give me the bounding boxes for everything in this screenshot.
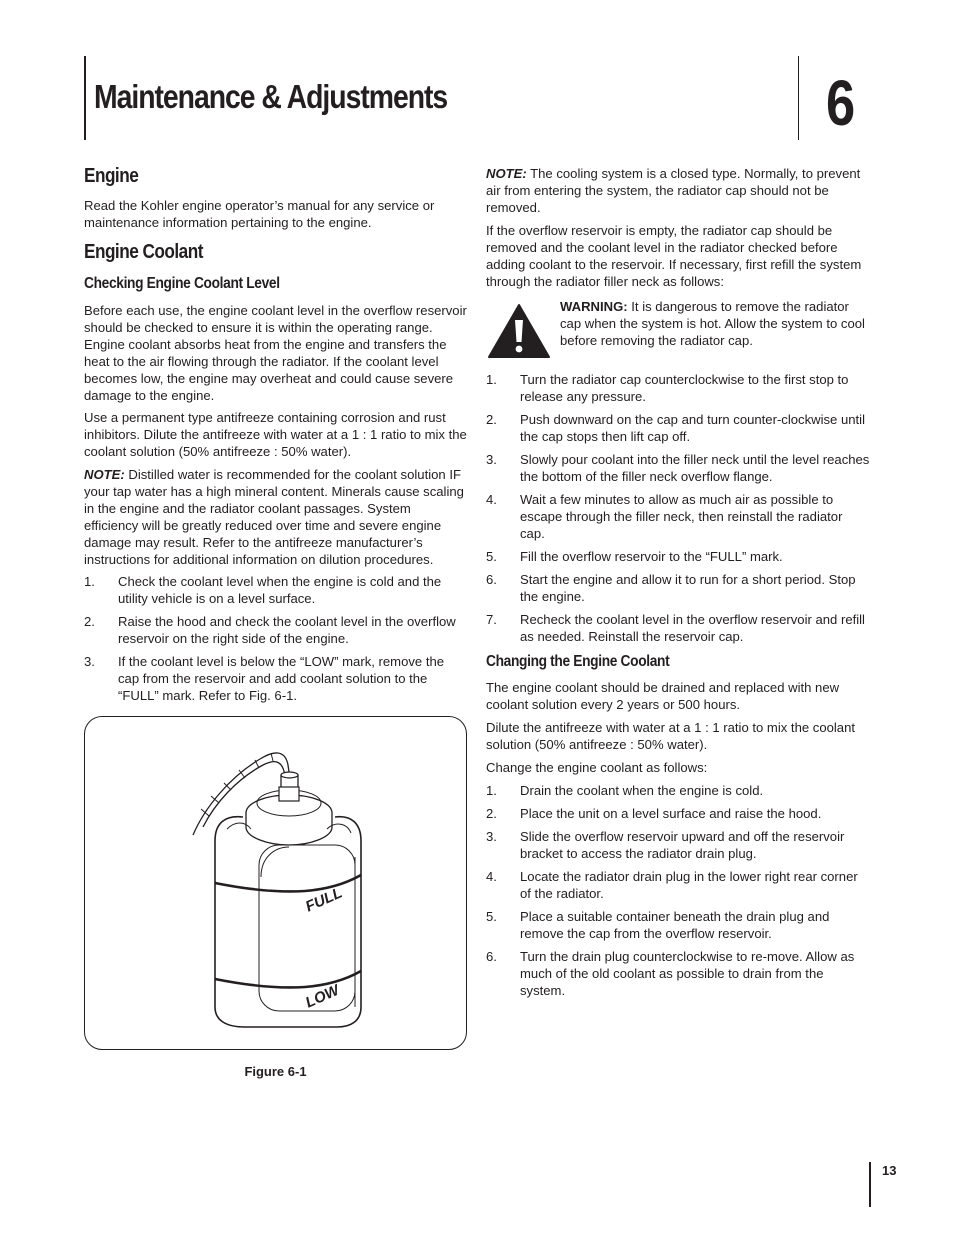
list-number: 4.: [486, 492, 497, 507]
list-number: 7.: [486, 612, 497, 627]
list-item: [486, 491, 870, 542]
warning-text: [560, 298, 866, 349]
footer-rule: [869, 1162, 871, 1207]
list-number: 1.: [486, 783, 497, 798]
warning-label: WARNING:: [560, 299, 628, 314]
list-text: If the coolant level is below the “LOW” mark, remove the cap from the reservoir and add coolant solution to the “FULL” mark. Refer to Fig. 6-1.: [118, 654, 445, 703]
list-text: Slowly pour coolant into the filler neck until the level reaches the bottom of the filler neck overflow flange.: [520, 452, 870, 484]
note-label: NOTE:: [486, 166, 527, 181]
list-item: [486, 782, 870, 799]
list-number: 2.: [84, 614, 95, 629]
change-para-1: The engine coolant should be drained and replaced with new coolant solution every 2 years or 500 hours.: [486, 680, 840, 712]
figure-frame: [84, 716, 467, 1050]
chapter-number: 6: [826, 67, 856, 139]
coolant-reservoir-illustration: [85, 717, 468, 1051]
header-left-rule: [84, 56, 86, 140]
list-text: Check the coolant level when the engine is cold and the utility vehicle is on a level surface.: [118, 574, 442, 606]
list-item: [84, 573, 468, 607]
list-item: [486, 611, 870, 645]
list-item: [486, 571, 870, 605]
list-text: Turn the radiator cap counterclockwise to the first stop to release any pressure.: [520, 372, 849, 404]
engine-text: Read the Kohler engine operator’s manual for any service or maintenance information pertaining to the engine.: [84, 198, 435, 230]
change-para-2: Dilute the antifreeze with water at a 1 : 1 ratio to mix the coolant solution (50% antifreeze : 50% water).: [486, 720, 855, 752]
list-text: Push downward on the cap and turn counter-clockwise until the cap stops then lift cap off.: [520, 412, 865, 444]
list-text: Place a suitable container beneath the drain plug and remove the cap from the overflow reservoir.: [520, 909, 830, 941]
list-item: [84, 613, 468, 647]
full-mark-label: FULL: [302, 884, 345, 916]
checking-para-1: Before each use, the engine coolant level in the overflow reservoir should be checked to ensure it is within the operating range. Engine coolant absorbs heat from the engine and transfers the heat to the air flowing through the radiator. If the coolant level becomes low, the engine may overheat and could cause severe damage to the engine.: [84, 303, 467, 403]
closed-system-note: [486, 165, 870, 216]
list-item: [486, 548, 870, 565]
page-number: 13: [882, 1163, 897, 1178]
list-item: [486, 908, 870, 942]
list-number: 2.: [486, 412, 497, 427]
list-text: Raise the hood and check the coolant level in the overflow reservoir on the right side of the engine.: [118, 614, 456, 646]
list-item: [486, 828, 870, 862]
list-item: [486, 371, 870, 405]
list-text: Recheck the coolant level in the overflow reservoir and refill as needed. Reinstall the reservoir cap.: [520, 612, 865, 644]
list-item: [486, 948, 870, 999]
page-title: Maintenance & Adjustments: [94, 78, 448, 115]
distilled-water-note: [84, 466, 468, 568]
list-text: Drain the coolant when the engine is cold.: [520, 783, 764, 798]
engine-heading: Engine: [84, 165, 139, 187]
note-text: Distilled water is recommended for the coolant solution IF your tap water has a high mineral content. Minerals cause scaling in the engine and the radiator coolant passages. System efficiency will be greatly reduced over time and severe engine damage may result. Refer to the antifreeze manufacturer’s instructions for additional information on dilution procedures.: [84, 467, 464, 567]
list-number: 1.: [486, 372, 497, 387]
list-text: Wait a few minutes to allow as much air as possible to escape through the filler neck, then reinstall the radiator cap.: [520, 492, 843, 541]
list-number: 3.: [486, 452, 497, 467]
list-item: [486, 805, 870, 822]
list-text: Fill the overflow reservoir to the “FULL” mark.: [520, 549, 783, 564]
warning-body: It is dangerous to remove the radiator cap when the system is hot. Allow the system to cool before removing the radiator cap.: [560, 299, 865, 348]
list-number: 6.: [486, 949, 497, 964]
list-number: 2.: [486, 806, 497, 821]
note-label: NOTE:: [84, 467, 125, 482]
empty-reservoir-para: If the overflow reservoir is empty, the radiator cap should be removed and the coolant level in the radiator checked before adding coolant to the reservoir. If necessary, first refill the system through the radiator filler neck as follows:: [486, 223, 862, 289]
change-para-3: Change the engine coolant as follows:: [486, 760, 708, 775]
list-item: [486, 411, 870, 445]
header-right-rule: [798, 56, 799, 140]
list-item: [486, 451, 870, 485]
list-item: [486, 868, 870, 902]
list-text: Slide the overflow reservoir upward and off the reservoir bracket to access the radiator drain plug.: [520, 829, 845, 861]
engine-coolant-heading: Engine Coolant: [84, 241, 203, 263]
checking-para-2: Use a permanent type antifreeze containing corrosion and rust inhibitors. Dilute the antifreeze with water at a 1 : 1 ratio to mix the coolant solution (50% antifreeze : 50% water).: [84, 410, 467, 459]
list-number: 3.: [486, 829, 497, 844]
list-number: 5.: [486, 909, 497, 924]
list-number: 5.: [486, 549, 497, 564]
list-item: [84, 653, 468, 704]
changing-coolant-heading: Changing the Engine Coolant: [486, 653, 670, 670]
list-number: 6.: [486, 572, 497, 587]
low-mark-label: LOW: [302, 981, 342, 1012]
list-number: 4.: [486, 869, 497, 884]
figure-caption: Figure 6-1: [244, 1064, 307, 1079]
list-text: Start the engine and allow it to run for a short period. Stop the engine.: [520, 572, 856, 604]
list-text: Locate the radiator drain plug in the lower right rear corner of the radiator.: [520, 869, 858, 901]
list-number: 3.: [84, 654, 95, 669]
list-text: Turn the drain plug counterclockwise to re-move. Allow as much of the old coolant as possible to drain from the system.: [520, 949, 855, 998]
note-text: The cooling system is a closed type. Normally, to prevent air from entering the system, the radiator cap should not be removed.: [486, 166, 861, 215]
warning-icon: [486, 302, 552, 360]
checking-coolant-heading: Checking Engine Coolant Level: [84, 275, 280, 292]
list-text: Place the unit on a level surface and raise the hood.: [520, 806, 822, 821]
list-number: 1.: [84, 574, 95, 589]
